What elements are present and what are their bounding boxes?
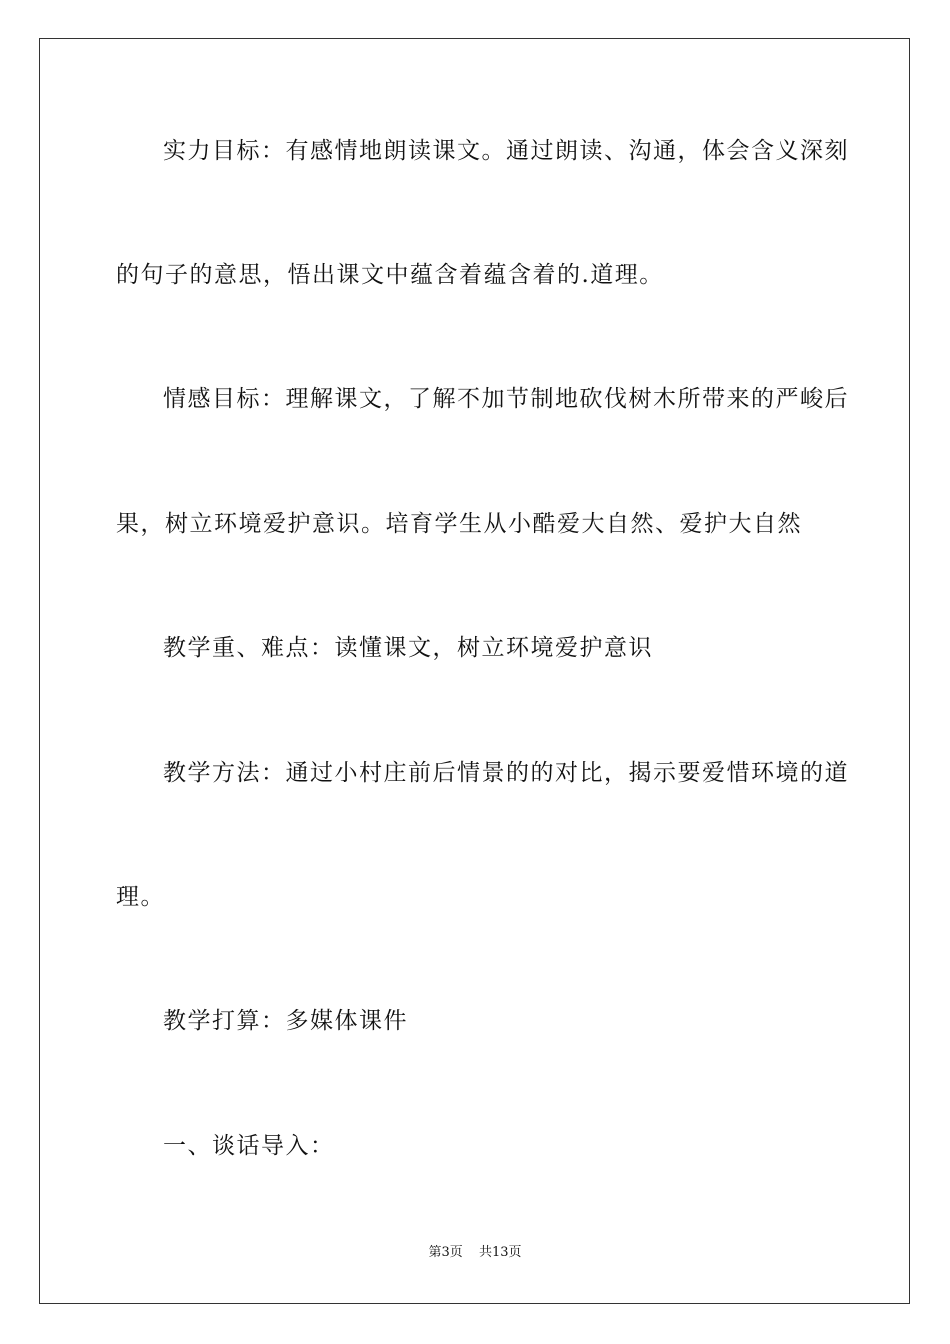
paragraph-ability-goal-line-2: 的句子的意思，悟出课文中蕴含着蕴含着的.道理。 [116, 262, 664, 288]
page-number: 第3页 [428, 1245, 463, 1260]
paragraph-teaching-method-line-1: 教学方法：通过小村庄前后情景的的对比，揭示要爱惜环境的道 [163, 760, 849, 786]
paragraph-teaching-method-line-2: 理。 [116, 884, 165, 910]
paragraph-teaching-preparation: 教学打算：多媒体课件 [163, 1008, 408, 1034]
page-footer [0, 1244, 950, 1262]
paragraph-key-points: 教学重、难点：读懂课文，树立环境爱护意识 [163, 635, 653, 661]
page-total: 共13页 [478, 1245, 522, 1260]
paragraph-emotion-goal-line-2: 果，树立环境爱护意识。培育学生从小酷爱大自然、爱护大自然 [116, 511, 802, 537]
section-heading-intro: 一、谈话导入： [163, 1133, 335, 1159]
paragraph-ability-goal-line-1: 实力目标：有感情地朗读课文。通过朗读、沟通，体会含义深刻 [163, 138, 849, 164]
page-frame [39, 38, 910, 1304]
paragraph-emotion-goal-line-1: 情感目标：理解课文，了解不加节制地砍伐树木所带来的严峻后 [163, 386, 849, 412]
